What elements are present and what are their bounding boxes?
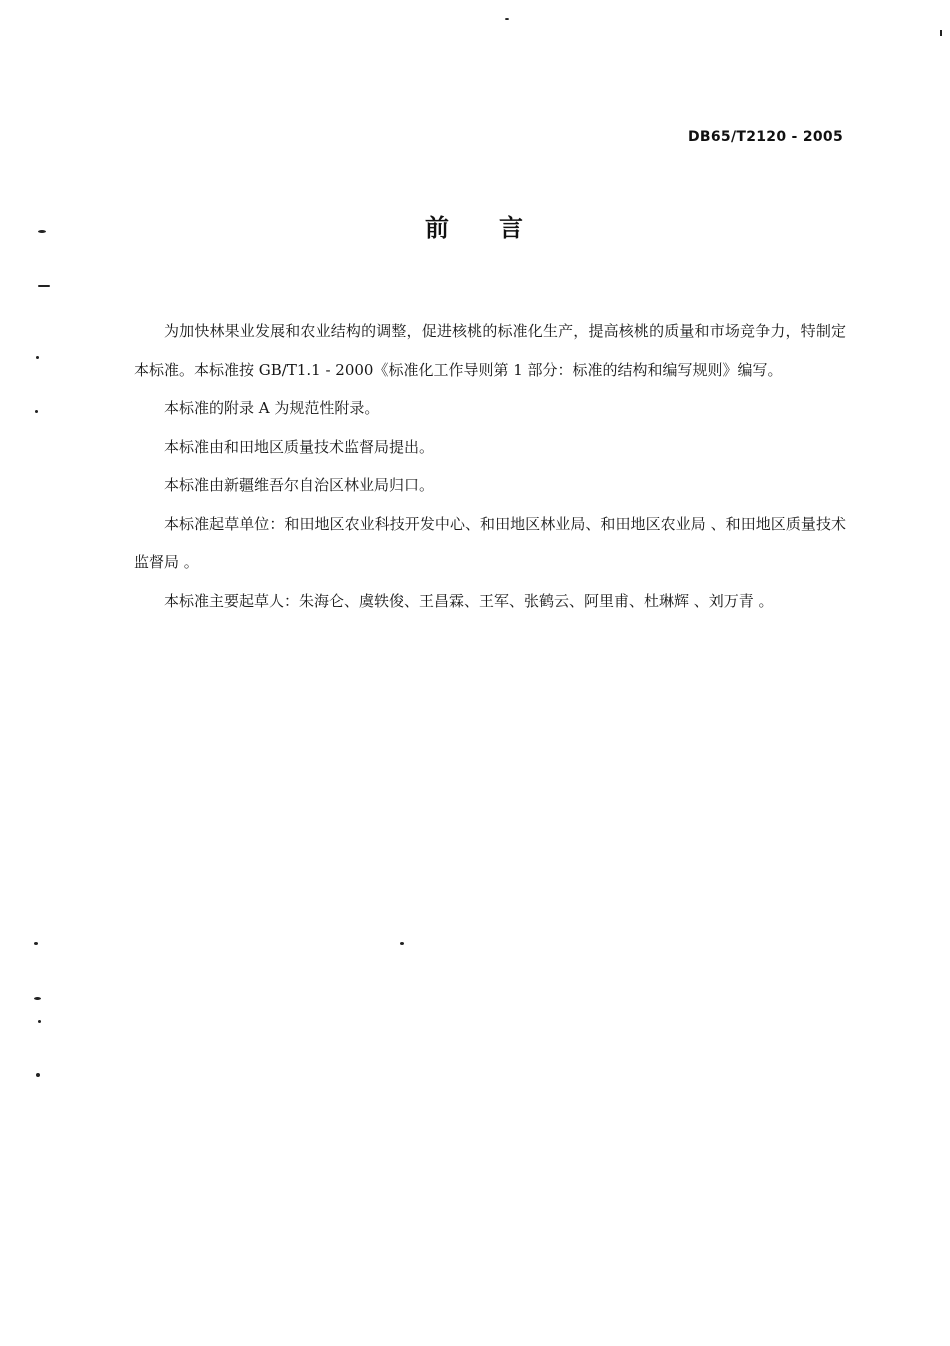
scan-speck xyxy=(38,1020,41,1023)
scan-speck xyxy=(38,285,50,287)
scan-speck xyxy=(34,997,41,1000)
paragraph-centralized-by: 本标准由新疆维吾尔自治区林业局归口。 xyxy=(164,476,435,494)
paragraph-proposed-by: 本标准由和田地区质量技术监督局提出。 xyxy=(164,437,435,456)
title-part-1: 前 xyxy=(425,214,451,242)
scan-speck xyxy=(38,230,46,233)
paragraph-drafting-units: 本标准起草单位：和田地区农业科技开发中心、和田地区林业局、和田地区农业局 、和田地区质量技术监督局 。 xyxy=(134,514,846,571)
scan-speck xyxy=(505,18,509,20)
scan-speck xyxy=(35,410,38,413)
document-code: DB65/T2120 - 2005 xyxy=(687,129,843,145)
scan-speck xyxy=(34,942,38,945)
title-part-2: 言 xyxy=(499,214,525,242)
scan-speck xyxy=(36,356,39,359)
paragraph-drafters: 本标准主要起草人：朱海仑、虞轶俊、王昌霖、王军、张鹤云、阿里甫、杜琳辉 、刘万青 。 xyxy=(164,591,774,610)
scan-speck xyxy=(400,942,404,945)
scan-speck xyxy=(36,1073,40,1077)
paragraph-purpose: 为加快林果业发展和农业结构的调整，促进核桃的标准化生产，提高核桃的质量和市场竞争力，特制定本标准。本标准按 GB/T1.1 - 2000《标准化工作导则第 1 部分：标准的结构和编写规则》编写。 xyxy=(134,322,846,379)
scan-speck xyxy=(940,30,942,36)
paragraph-appendix: 本标准的附录 A 为规范性附录。 xyxy=(164,399,380,417)
foreword-body xyxy=(134,312,846,620)
page-title xyxy=(0,208,950,243)
